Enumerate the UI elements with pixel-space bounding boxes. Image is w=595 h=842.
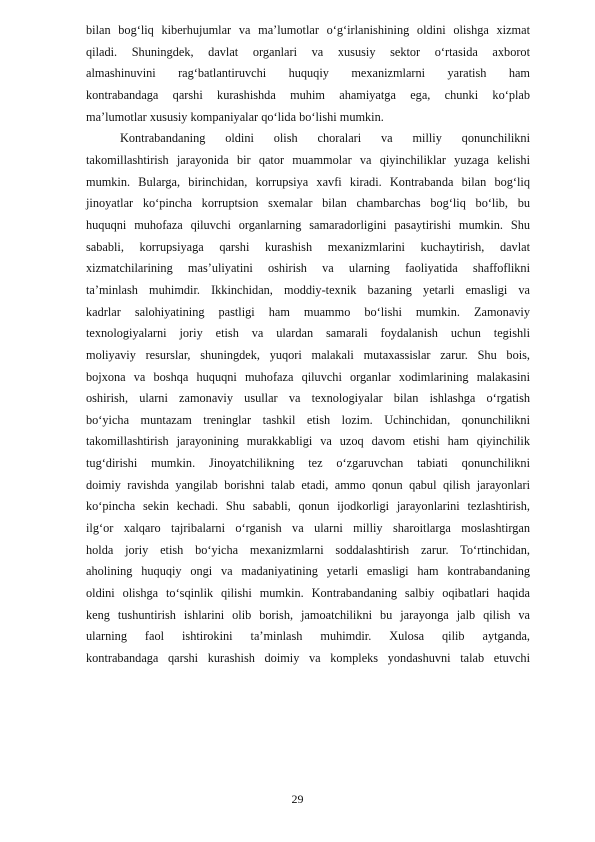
text-line: takomillashtirish jarayonida bir qator muammolar va qiyinchiliklar yuzaga kelishi	[86, 152, 530, 167]
paragraph-2	[86, 128, 530, 669]
text-line: Kontrabandaning oldini olish choralari va milliy qonunchilikni	[120, 131, 530, 146]
text-line: kadrlar salohiyatining pastligi ham muammo bo‘lishi mumkin. Zamonaviy	[86, 304, 530, 319]
text-line: aholining huquqiy ongi va madaniyatining yetarli emasligi ham kontrabandaning	[86, 564, 530, 579]
text-line: almashinuvini rag‘batlantiruvchi huquqiy mexanizmlarni yaratish ham	[86, 66, 530, 81]
text-line: holda joriy etish bo‘yicha mexanizmlarni soddalashtirish zarur. To‘rtinchidan,	[86, 542, 530, 557]
text-line: jinoyatlar ko‘pincha korruptsion sxemalar bilan chambarchas bog‘liq bo‘lib, bu	[86, 196, 530, 211]
page-number: 29	[291, 792, 304, 806]
paragraph-1	[86, 20, 530, 128]
text-line: bojxona va boshqa huquqni muhofaza qiluvchi organlar xodimlarining malakasini	[86, 369, 530, 384]
text-line: bilan bog‘liq kiberhujumlar va ma’lumotlar o‘g‘irlanishining oldini olishga xizmat	[86, 23, 530, 37]
text-line: ularning faol ishtirokini ta’minlash muhimdir. Xulosa qilib aytganda,	[86, 629, 530, 644]
text-line: oshirish, ularni zamonaviy usullar va texnologiyalar bilan ishlashga o‘rgatish	[86, 391, 530, 406]
text-line: kontrabandaga qarshi kurashish doimiy va kompleks yondashuvni talab etuvchi	[86, 651, 530, 666]
text-line: moliyaviy resurslar, shuningdek, yuqori malakali mutaxassislar zarur. Shu bois,	[86, 347, 530, 362]
text-line: ko‘pincha sekin kechadi. Shu sababli, qonun ijodkorligi jarayonlarini tezlashtirish,	[86, 499, 530, 514]
text-line: takomillashtirish jarayonining murakkabligi va uzoq davom etishi ham qiyinchilik	[86, 434, 530, 449]
text-line: ma’lumotlar xususiy kompaniyalar qo‘lida bo‘lishi mumkin.	[86, 109, 384, 124]
text-line: kontrabandaga qarshi kurashishda muhim ahamiyatga ega, chunki ko‘plab	[86, 87, 530, 102]
text-line: huquqni muhofaza qiluvchi organlarning samaradorligini pasaytirishi mumkin. Shu	[86, 217, 530, 232]
text-line: keng tushuntirish ishlarini olib borish, jamoatchilikni bu jarayonga jalb qilish va	[86, 607, 530, 622]
text-line: sababli, korrupsiyaga qarshi kurashish mexanizmlarini kuchaytirish, davlat	[86, 239, 530, 254]
text-line: doimiy ravishda yangilab borishni talab etadi, ammo qonun qabul qilish jarayonlari	[86, 477, 530, 492]
text-line: xizmatchilarining mas’uliyatini oshirish va ularning faoliyatida shaffoflikni	[86, 261, 530, 276]
text-line: oldini olishga to‘sqinlik qilishi mumkin. Kontrabandaning salbiy oqibatlari haqida	[86, 586, 530, 601]
text-line: texnologiyalarni joriy etish va ulardan samarali foydalanish uchun tegishli	[86, 326, 530, 341]
text-line: ilg‘or xalqaro tajribalarni o‘rganish va ularni milliy sharoitlarga moslashtirgan	[86, 521, 530, 536]
text-line: qiladi. Shuningdek, davlat organlari va xususiy sektor o‘rtasida axborot	[86, 44, 530, 59]
text-line: ta’minlash muhimdir. Ikkinchidan, moddiy-texnik bazaning yetarli emasligi va	[86, 282, 530, 297]
text-line: bo‘yicha muntazam treninglar tashkil etish lozim. Uchinchidan, qonunchilikni	[86, 412, 530, 427]
text-line: tug‘dirishi mumkin. Jinoyatchilikning tez o‘zgaruvchan tabiati qonunchilikni	[86, 456, 530, 471]
document-body	[86, 20, 530, 670]
text-line: mumkin. Bularga, birinchidan, korrupsiya xavfi kiradi. Kontrabanda bilan bog‘liq	[86, 174, 530, 189]
